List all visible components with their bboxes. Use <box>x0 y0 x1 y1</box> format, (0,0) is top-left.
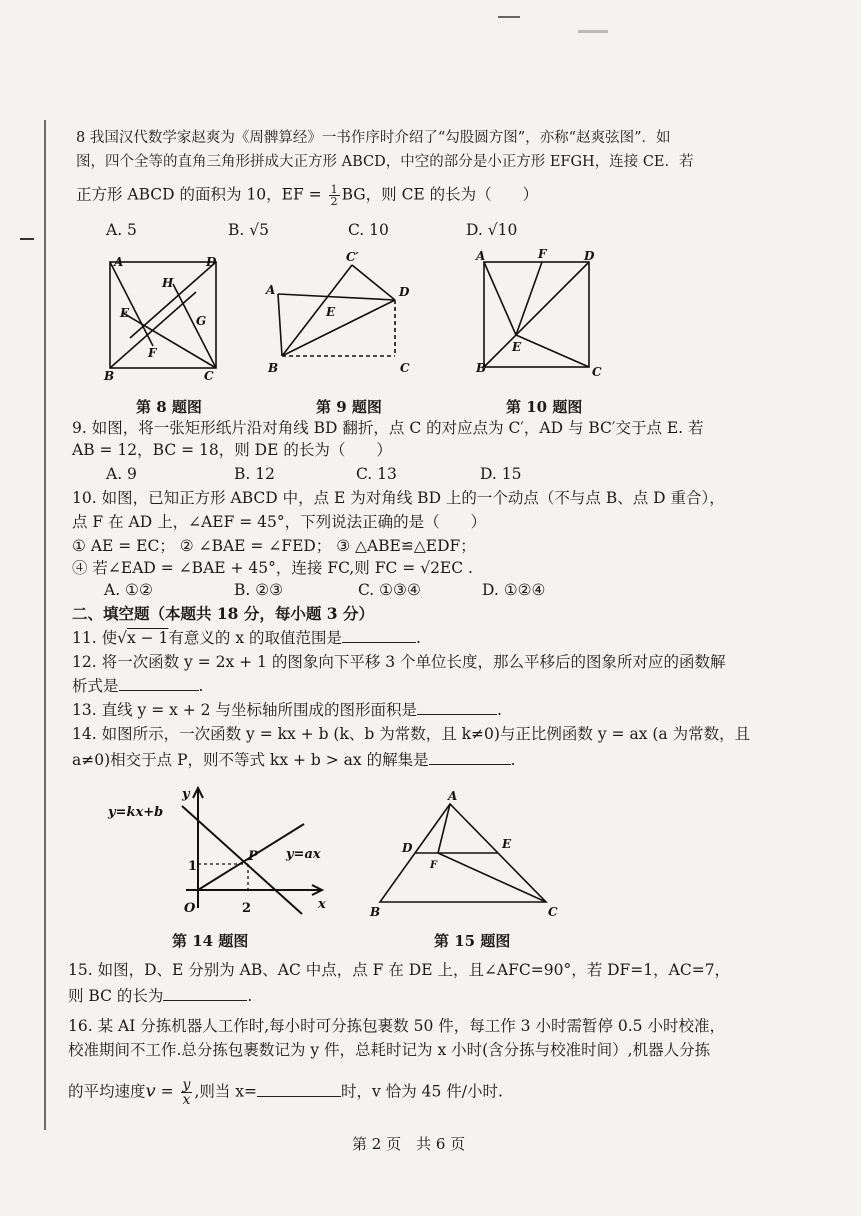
label-one: 1 <box>188 859 198 874</box>
q14-end: . <box>510 751 516 769</box>
q12-text: 析式是 <box>72 677 119 695</box>
q8-line2: 图，四个全等的直角三角形拼成大正方形 ABCD，中空的部分是小正方形 EFGH，连接 CE．若 <box>76 154 694 170</box>
caption-fig14: 第 14 题图 <box>172 932 249 950</box>
binding-line <box>44 120 46 1130</box>
q11-text-a: 11. 使 <box>72 629 118 647</box>
label-D: D <box>402 841 413 855</box>
q15-text: 则 BC 的长为 <box>68 987 164 1005</box>
q10-option-b: B. ②③ <box>234 581 284 599</box>
label-O: O <box>184 901 196 916</box>
label-P: P <box>248 849 258 864</box>
label-C: C <box>204 369 214 383</box>
q14-text: a≠0)相交于点 P，则不等式 kx + b > ax 的解集是 <box>72 751 429 769</box>
label-A: A <box>266 283 276 297</box>
label-line-kx-b: y=kx+b <box>108 805 164 820</box>
q11-radicand: x − 1 <box>126 629 169 647</box>
caption-fig8: 第 8 题图 <box>136 398 202 416</box>
q16-text-b: ,则当 x= <box>194 1082 258 1101</box>
q11: 11. 使√x − 1有意义的 x 的取值范围是 . <box>72 629 421 647</box>
q8-fraction <box>329 184 340 207</box>
figure-8 <box>100 250 230 385</box>
q10-option-c: C. ①③④ <box>358 581 421 599</box>
label-C: C <box>400 361 410 375</box>
q8-line3b: BG，则 CE 的长为（ ） <box>341 185 539 204</box>
label-C: C <box>592 365 602 379</box>
label-C-prime: C′ <box>346 250 359 264</box>
q11-end: . <box>416 629 421 647</box>
label-B: B <box>476 361 487 375</box>
label-x: x <box>318 897 326 912</box>
figure-15 <box>366 784 566 924</box>
q15-end: . <box>247 987 253 1005</box>
q13 <box>72 700 502 720</box>
q12-line1: 12. 将一次函数 y = 2x + 1 的图象向下平移 3 个单位长度，那么平移后的图象所对应的函数解 <box>72 653 726 671</box>
label-A: A <box>114 255 124 269</box>
q9-option-d: D. 15 <box>480 465 522 483</box>
q14-line2 <box>72 750 516 770</box>
section-heading: 二、填空题（本题共 18 分，每小题 3 分） <box>72 604 374 623</box>
scan-mark <box>578 30 608 33</box>
figure-10 <box>472 247 612 385</box>
label-D: D <box>399 285 410 299</box>
label-F: F <box>148 346 157 360</box>
figure-14 <box>106 784 336 919</box>
label-B: B <box>104 369 115 383</box>
caption-fig15: 第 15 题图 <box>434 932 511 950</box>
answer-blank[interactable] <box>342 628 416 643</box>
q13-text: 13. 直线 y = x + 2 与坐标轴所围成的图形面积是 <box>72 701 417 719</box>
q10-option-d: D. ①②④ <box>482 581 546 599</box>
label-E: E <box>120 306 130 320</box>
q16-fraction <box>181 1078 193 1107</box>
label-D: D <box>584 249 595 263</box>
answer-blank[interactable] <box>163 986 247 1001</box>
q10-line4: ④ 若∠EAD = ∠BAE + 45°，连接 FC,则 FC = √2EC . <box>72 559 473 577</box>
label-E: E <box>326 305 336 319</box>
label-H: H <box>162 276 174 290</box>
q16-eq: = <box>155 1082 179 1101</box>
label-B: B <box>370 905 381 919</box>
q8-option-a: A. 5 <box>106 221 137 239</box>
scan-mark <box>498 16 520 18</box>
label-F: F <box>430 860 438 871</box>
q9-option-a: A. 9 <box>106 465 137 483</box>
page-footer: 第 2 页 共 6 页 <box>352 1135 466 1153</box>
q8-line3 <box>76 184 538 207</box>
label-two: 2 <box>242 901 252 916</box>
label-F: F <box>538 247 547 261</box>
q9-option-c: C. 13 <box>356 465 397 483</box>
caption-fig9: 第 9 题图 <box>316 398 382 416</box>
q8-line1: 8 我国汉代数学家赵爽为《周髀算经》一书作序时介绍了“勾股圆方图”，亦称“赵爽弦图”．如 <box>76 130 671 146</box>
q14-line1: 14. 如图所示，一次函数 y = kx + b (k、b 为常数，且 k≠0)与正比例函数 y = ax (a 为常数，且 <box>72 725 751 743</box>
label-y: y <box>182 787 190 802</box>
label-C: C <box>548 905 558 919</box>
label-E: E <box>502 837 512 851</box>
label-D: D <box>206 255 217 269</box>
q16-line1: 16. 某 AI 分拣机器人工作时,每小时可分拣包裹数 50 件，每工作 3 小时需暂停 0.5 小时校准， <box>68 1017 725 1035</box>
q13-end: . <box>496 701 502 719</box>
q16-text-a: 的平均速度 <box>68 1082 146 1101</box>
label-E: E <box>512 340 522 354</box>
label-B: B <box>268 361 279 375</box>
q16-text-c: 时，v 恰为 45 件/小时. <box>341 1082 503 1101</box>
frac-denominator: 2 <box>330 195 338 208</box>
margin-mark <box>20 238 34 240</box>
q12-end: . <box>198 677 204 695</box>
label-G: G <box>196 314 207 328</box>
frac-denominator: x <box>182 1092 191 1108</box>
q8-option-d: D. √10 <box>466 221 518 239</box>
answer-blank[interactable] <box>417 700 497 715</box>
q16-line2: 校准期间不工作.总分拣包裹数记为 y 件，总耗时记为 x 小时(含分拣与校准时间）,机器人分拣 <box>68 1041 711 1059</box>
q16-line3 <box>68 1078 503 1107</box>
label-A: A <box>476 249 486 263</box>
answer-blank[interactable] <box>257 1082 341 1097</box>
q9-line2: AB = 12，BC = 18，则 DE 的长为（ ） <box>72 441 392 459</box>
q16-v: v <box>145 1080 156 1102</box>
q15-line1: 15. 如图，D、E 分别为 AB、AC 中点，点 F 在 DE 上，且∠AFC=90°，若 DF=1，AC=7， <box>68 961 731 979</box>
answer-blank[interactable] <box>119 676 199 691</box>
q15-line2 <box>68 986 252 1006</box>
figure-9 <box>262 250 422 385</box>
q10-line2: 点 F 在 AD 上，∠AEF = 45°，下列说法正确的是（ ） <box>72 513 487 531</box>
q12-line2 <box>72 676 203 696</box>
q8-option-c: C. 10 <box>348 221 389 239</box>
q10-line1: 10. 如图，已知正方形 ABCD 中，点 E 为对角线 BD 上的一个动点（不与点 B、点 D 重合）， <box>72 489 725 507</box>
label-line-ax: y=ax <box>286 847 321 862</box>
answer-blank[interactable] <box>429 750 511 765</box>
q8-option-b: B. √5 <box>228 221 269 239</box>
q11-text-b: 有意义的 x 的取值范围是 <box>168 629 343 647</box>
q10-line3: ① AE = EC； ② ∠BAE = ∠FED； ③ △ABE≌△EDF； <box>72 537 476 555</box>
caption-fig10: 第 10 题图 <box>506 398 583 416</box>
q9-line1: 9. 如图，将一张矩形纸片沿对角线 BD 翻折，点 C 的对应点为 C′，AD 与 BC′交于点 E. 若 <box>72 419 704 437</box>
label-A: A <box>448 789 458 803</box>
q8-line3a: 正方形 ABCD 的面积为 10，EF = <box>76 185 327 204</box>
q9-option-b: B. 12 <box>234 465 275 483</box>
frac-numerator: y <box>182 1077 191 1093</box>
q10-option-a: A. ①② <box>104 581 153 599</box>
frac-numerator: 1 <box>330 183 338 196</box>
